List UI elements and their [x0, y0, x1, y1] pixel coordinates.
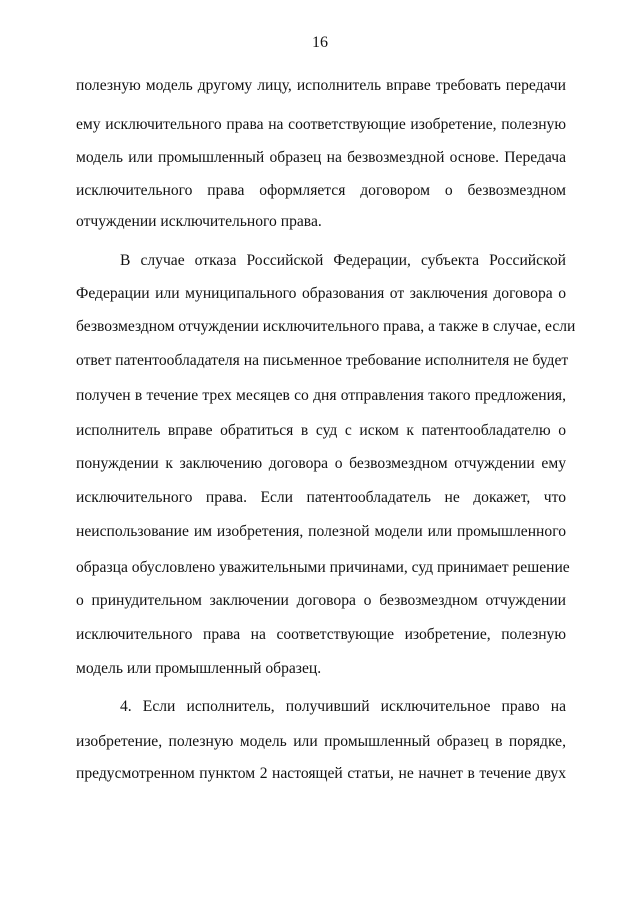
text-line: понуждении к заключению договора о безвозмездном отчуждении ему: [76, 455, 566, 472]
text-line: неиспользование им изобретения, полезной модели или промышленного: [76, 523, 566, 540]
text-line: модель или промышленный образец на безвозмездной основе. Передача: [76, 149, 566, 166]
text-line: о принудительном заключении договора о безвозмездном отчуждении: [76, 592, 566, 609]
text-line: ответ патентообладателя на письменное требование исполнителя не будет: [76, 352, 569, 369]
text-line: отчуждении исключительного права.: [76, 213, 322, 230]
text-line: получен в течение трех месяцев со дня отправления такого предложения,: [76, 387, 566, 404]
text-line: модель или промышленный образец.: [76, 660, 322, 677]
text-line: Федерации или муниципального образования от заключения договора о: [76, 285, 566, 302]
text-line: В случае отказа Российской Федерации, субъекта Российской: [120, 252, 566, 269]
text-line: образца обусловлено уважительными причинами, суд принимает решение: [76, 559, 570, 576]
text-line: ему исключительного права на соответствующие изобретение, полезную: [76, 116, 566, 133]
text-line: исключительного права оформляется договором о безвозмездном: [76, 182, 566, 199]
text-line: безвозмездном отчуждении исключительного права, а также в случае, если: [76, 318, 576, 335]
text-line: исключительного права на соответствующие изобретение, полезную: [76, 626, 566, 643]
text-line: 4. Если исполнитель, получивший исключительное право на: [120, 698, 566, 715]
text-line: полезную модель другому лицу, исполнитель вправе требовать передачи: [76, 77, 566, 94]
text-line: исполнитель вправе обратиться в суд с иском к патентообладателю о: [76, 422, 566, 439]
text-line: изобретение, полезную модель или промышленный образец в порядке,: [76, 733, 566, 750]
page-number: 16: [312, 34, 328, 51]
text-line: предусмотренном пунктом 2 настоящей статьи, не начнет в течение двух: [76, 765, 566, 782]
text-line: исключительного права. Если патентообладатель не докажет, что: [76, 489, 566, 506]
